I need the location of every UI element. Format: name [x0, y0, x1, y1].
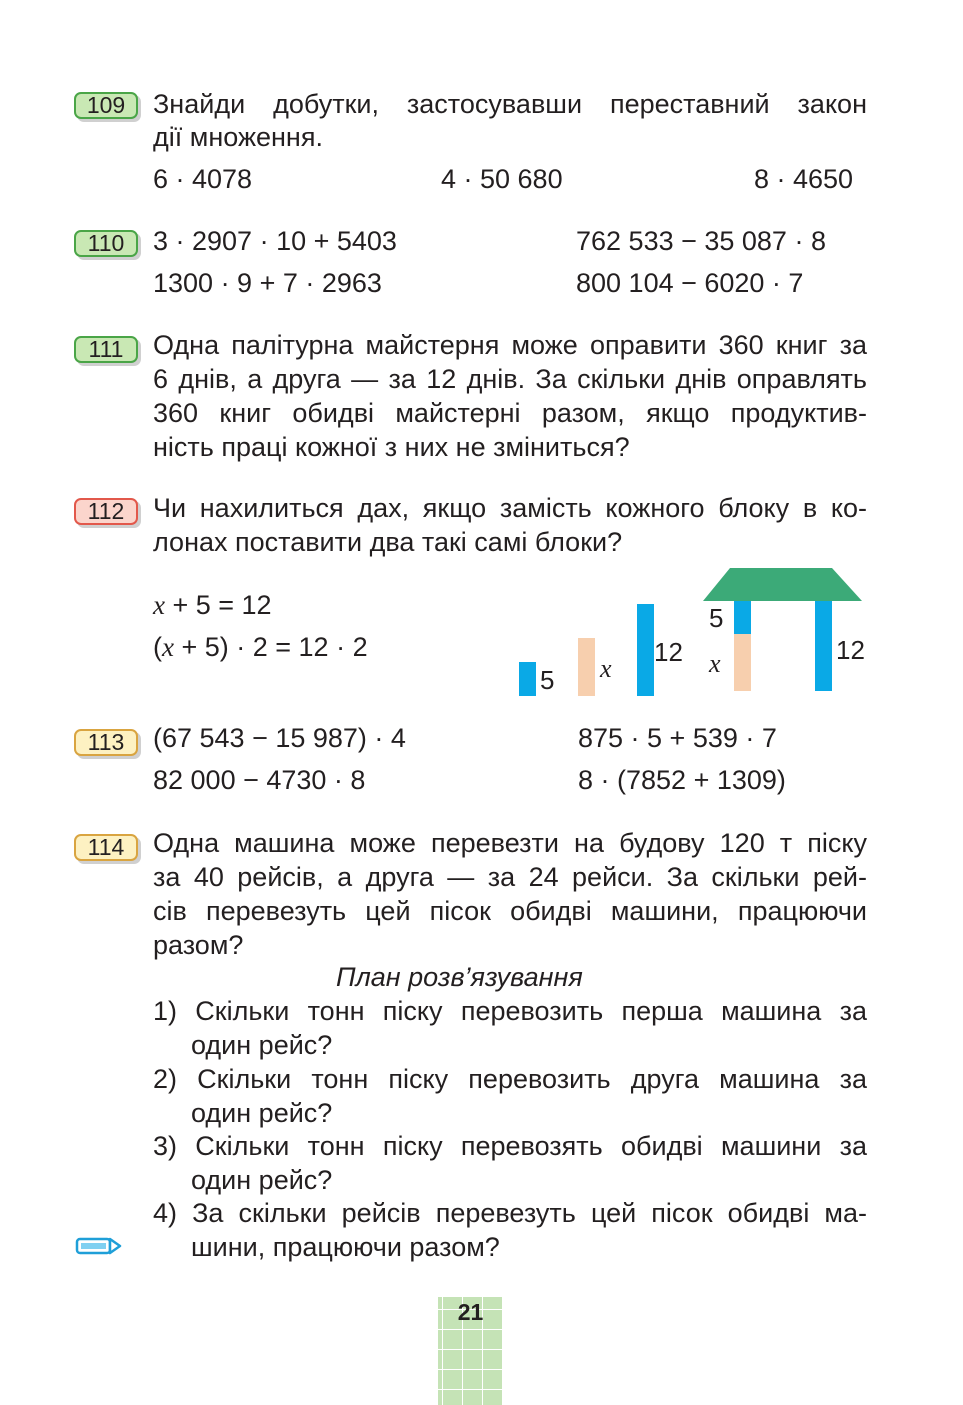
left-column-label-x: x [709, 649, 721, 678]
ex109-text-line2: дії множення. [153, 122, 323, 152]
right-column-label-12: 12 [836, 635, 865, 665]
ex114-text-line1: Одна машина може перевезти на будову 120 т піску [153, 828, 867, 858]
ex110-expr4: 800 104 − 6020 · 7 [576, 268, 804, 298]
block-x [578, 638, 595, 696]
ex109-expr3: 8 · 4650 [754, 164, 854, 194]
ex113-expr1: (67 543 − 15 987) · 4 [153, 723, 406, 753]
ex112-equation2 [153, 630, 368, 664]
plan-step-1: 1) Скільки тонн піску перевозить перша машина за [153, 996, 867, 1026]
label-12: 12 [654, 637, 683, 667]
left-column-label-5: 5 [709, 603, 724, 633]
exercise-number-114: 114 [74, 834, 138, 861]
exercise-number-113: 113 [74, 729, 138, 756]
ex113-expr3: 82 000 − 4730 · 8 [153, 765, 366, 795]
label-5: 5 [540, 665, 555, 695]
ex109-expr2: 4 · 50 680 [441, 164, 563, 194]
plan-step-2-cont: один рейс? [191, 1098, 333, 1128]
plan-step-3: 3) Скільки тонн піску перевозять обидві машини за [153, 1131, 867, 1161]
plan-step-1-cont: один рейс? [191, 1030, 333, 1060]
plan-step-3-cont: один рейс? [191, 1165, 333, 1195]
block-5 [519, 662, 536, 696]
ex113-expr4: 8 · (7852 + 1309) [578, 765, 786, 795]
plan-step-2: 2) Скільки тонн піску перевозить друга машина за [153, 1064, 867, 1094]
pencil-icon [74, 1235, 122, 1257]
ex110-expr2: 762 533 − 35 087 · 8 [576, 226, 826, 256]
ex110-expr3: 1300 · 9 + 7 · 2963 [153, 268, 382, 298]
ex109-expr1: 6 · 4078 [153, 164, 253, 194]
ex112-text-line2: лонах поставити два такі самі блоки? [153, 527, 623, 557]
ex114-text-line4: разом? [153, 930, 244, 960]
ex111-text-line1: Одна палітурна майстерня може оправити 360 книг за [153, 330, 867, 360]
equation1-rest: + 5 = 12 [164, 590, 272, 620]
ex112-text-line1: Чи нахилиться дах, якщо замість кожного блоку в ко- [153, 493, 867, 523]
exercise-number-109: 109 [74, 92, 138, 119]
ex114-text-line3: сів перевезуть цей пісок обидві машини, працюючи [153, 896, 867, 926]
ex111-text-line2: 6 днів, а друга — за 12 днів. За скільки днів оправлять [153, 364, 867, 394]
exercise-number-112: 112 [74, 498, 138, 525]
plan-title: План розв’язування [336, 962, 583, 992]
left-column-block-x [734, 634, 751, 691]
variable-x: x [153, 590, 165, 620]
plan-step-4-cont: шини, працюючи разом? [191, 1232, 500, 1262]
left-column-block-5 [734, 601, 751, 634]
ex109-text-line1: Знайди добутки, застосувавши переставний закон [153, 89, 867, 119]
ex111-text-line3: 360 книг обидві майстерні разом, якщо продуктив- [153, 398, 867, 428]
label-x: x [600, 654, 612, 683]
ex112-equation1 [153, 588, 272, 622]
equation2-rest: + 5) · 2 = 12 · 2 [173, 632, 368, 662]
exercise-number-111: 111 [74, 336, 138, 363]
ex113-expr2: 875 · 5 + 539 · 7 [578, 723, 777, 753]
page-number: 21 [457, 1299, 484, 1325]
ex110-expr1: 3 · 2907 · 10 + 5403 [153, 226, 397, 256]
paren-open: ( [153, 632, 162, 662]
exercise-number-110: 110 [74, 230, 138, 257]
plan-step-4: 4) За скільки рейсів перевезуть цей пісок обидві ма- [153, 1198, 867, 1228]
ex114-text-line2: за 40 рейсів, а друга — за 24 рейси. За скільки рей- [153, 862, 867, 892]
block-12 [637, 604, 654, 696]
roof [700, 566, 870, 606]
variable-x: x [162, 632, 174, 662]
ex111-text-line4: ність праці кожної з них не зміниться? [153, 432, 630, 462]
right-column-block-12 [815, 601, 832, 691]
